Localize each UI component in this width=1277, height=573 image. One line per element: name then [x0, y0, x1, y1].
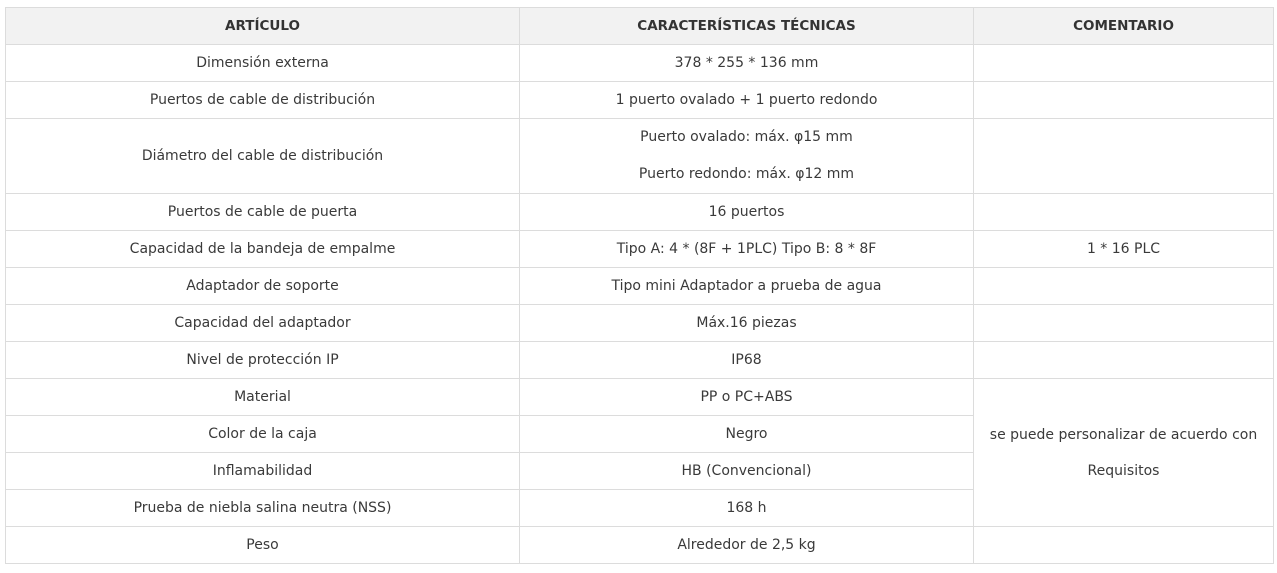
item-cell: Peso	[6, 527, 520, 564]
table-row	[6, 119, 1274, 194]
item-cell: Prueba de niebla salina neutra (NSS)	[6, 490, 520, 527]
table-header-row	[6, 8, 1274, 45]
spec-line: Puerto redondo: máx. φ12 mm	[638, 166, 855, 182]
header-specs: CARACTERÍSTICAS TÉCNICAS	[520, 8, 974, 45]
spec-cell: IP68	[520, 342, 974, 379]
table-row	[6, 231, 1274, 268]
spec-cell: 1 puerto ovalado + 1 puerto redondo	[520, 82, 974, 119]
comment-cell	[974, 194, 1274, 231]
spec-cell: Alrededor de 2,5 kg	[520, 527, 974, 564]
comment-line: Requisitos	[1087, 462, 1160, 479]
spec-cell: Tipo mini Adaptador a prueba de agua	[520, 268, 974, 305]
item-cell: Dimensión externa	[6, 45, 520, 82]
comment-cell	[974, 45, 1274, 82]
table-row	[6, 342, 1274, 379]
spec-cell	[520, 119, 974, 194]
item-cell: Capacidad de la bandeja de empalme	[6, 231, 520, 268]
item-cell: Material	[6, 379, 520, 416]
comment-cell	[974, 82, 1274, 119]
table-row	[6, 268, 1274, 305]
comment-cell	[974, 305, 1274, 342]
spec-cell: 168 h	[520, 490, 974, 527]
table-row	[6, 379, 1274, 416]
table-row	[6, 194, 1274, 231]
table-row	[6, 82, 1274, 119]
item-cell: Puertos de cable de distribución	[6, 82, 520, 119]
table-row	[6, 305, 1274, 342]
spec-cell: Máx.16 piezas	[520, 305, 974, 342]
specifications-table	[5, 7, 1274, 564]
item-cell: Adaptador de soporte	[6, 268, 520, 305]
comment-cell	[974, 268, 1274, 305]
merged-comment-cell	[974, 379, 1274, 527]
item-cell: Inflamabilidad	[6, 453, 520, 490]
comment-cell	[974, 342, 1274, 379]
spec-cell: PP o PC+ABS	[520, 379, 974, 416]
comment-cell	[974, 527, 1274, 564]
item-cell: Color de la caja	[6, 416, 520, 453]
table-row	[6, 527, 1274, 564]
item-cell: Nivel de protección IP	[6, 342, 520, 379]
comment-line: se puede personalizar de acuerdo con	[989, 426, 1258, 443]
spec-cell: Tipo A: 4 * (8F + 1PLC) Tipo B: 8 * 8F	[520, 231, 974, 268]
spec-cell: Negro	[520, 416, 974, 453]
item-cell: Capacidad del adaptador	[6, 305, 520, 342]
table-row	[6, 45, 1274, 82]
spec-cell: HB (Convencional)	[520, 453, 974, 490]
comment-cell	[974, 119, 1274, 194]
item-cell: Diámetro del cable de distribución	[6, 119, 520, 194]
spec-cell: 378 * 255 * 136 mm	[520, 45, 974, 82]
spec-cell: 16 puertos	[520, 194, 974, 231]
header-comment: COMENTARIO	[974, 8, 1274, 45]
header-item: ARTÍCULO	[6, 8, 520, 45]
spec-line: Puerto ovalado: máx. φ15 mm	[640, 129, 853, 145]
item-cell: Puertos de cable de puerta	[6, 194, 520, 231]
comment-cell: 1 * 16 PLC	[974, 231, 1274, 268]
